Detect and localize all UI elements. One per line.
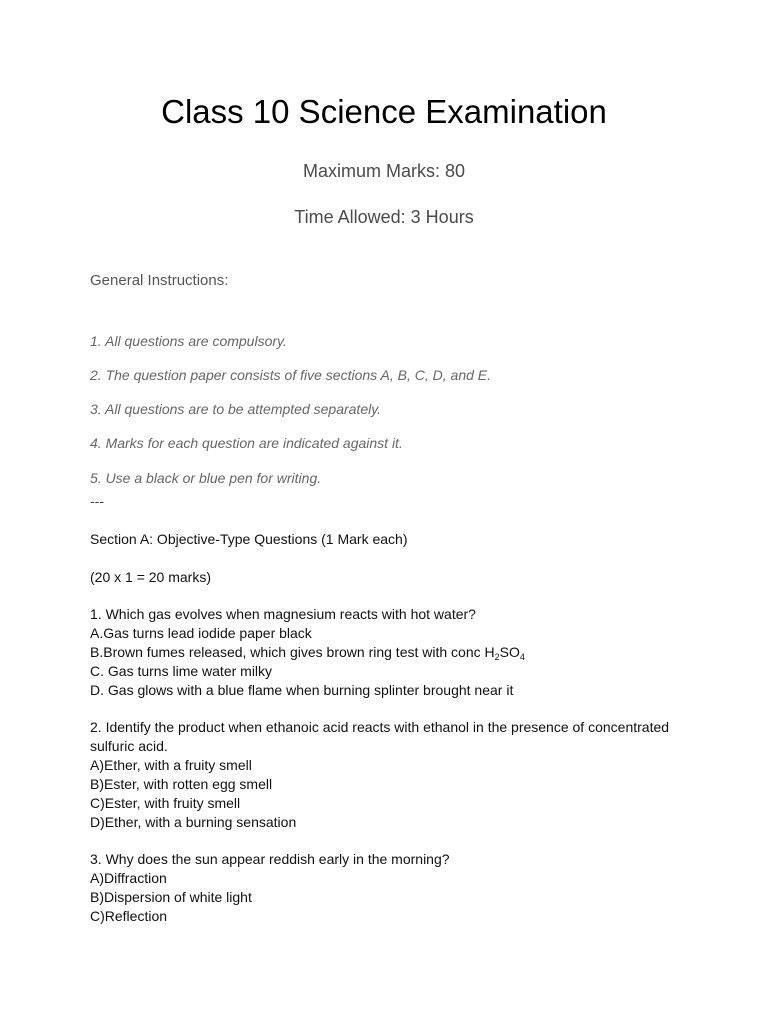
formula-subscript: 4 [519, 652, 525, 662]
section-a-marks: (20 x 1 = 20 marks) [90, 569, 211, 585]
formula-text: SO [499, 644, 520, 660]
instruction-item: 4. Marks for each question are indicated against it. [90, 435, 403, 451]
question-1-option-a: A.Gas turns lead iodide paper black [90, 625, 312, 641]
maximum-marks: Maximum Marks: 80 [302, 161, 466, 181]
time-allowed: Time Allowed: 3 Hours [294, 207, 474, 227]
instruction-item: 2. The question paper consists of five sections A, B, C, D, and E. [90, 367, 492, 383]
instruction-item: 3. All questions are to be attempted separately. [90, 401, 382, 417]
question-2-option-a: A)Ether, with a fruity smell [90, 757, 252, 773]
section-a-heading: Section A: Objective-Type Questions (1 Mark each) [90, 531, 408, 547]
question-2-option-c: C)Ester, with fruity smell [90, 795, 241, 811]
question-3-option-b: B)Dispersion of white light [90, 889, 252, 905]
question-1-option-c: C. Gas turns lime water milky [90, 663, 273, 679]
instruction-item: 5. Use a black or blue pen for writing. [90, 470, 322, 486]
question-3: 3. Why does the sun appear reddish early in the morning? [90, 851, 450, 867]
question-2-option-d: D)Ether, with a burning sensation [90, 814, 297, 830]
instructions-heading: General Instructions: [90, 272, 229, 289]
option-b-text: B.Brown fumes released, which gives brown ring test with conc H [90, 644, 495, 660]
formula-subscript: 2 [494, 652, 500, 662]
question-2-option-b: B)Ester, with rotten egg smell [90, 776, 273, 792]
question-1: 1. Which gas evolves when magnesium reacts with hot water? [90, 606, 476, 622]
question-2: 2. Identify the product when ethanoic acid reacts with ethanol in the presence of concentrated sulfuric acid. [90, 719, 670, 754]
question-1-option-d: D. Gas glows with a blue flame when burning splinter brought near it [90, 682, 514, 698]
question-3-option-c: C)Reflection [90, 908, 168, 924]
instruction-item: 1. All questions are compulsory. [90, 333, 287, 349]
separator: --- [90, 493, 104, 509]
page-title: Class 10 Science Examination [161, 93, 607, 130]
question-1-option-b [90, 643, 525, 662]
question-3-option-a: A)Diffraction [90, 870, 167, 886]
